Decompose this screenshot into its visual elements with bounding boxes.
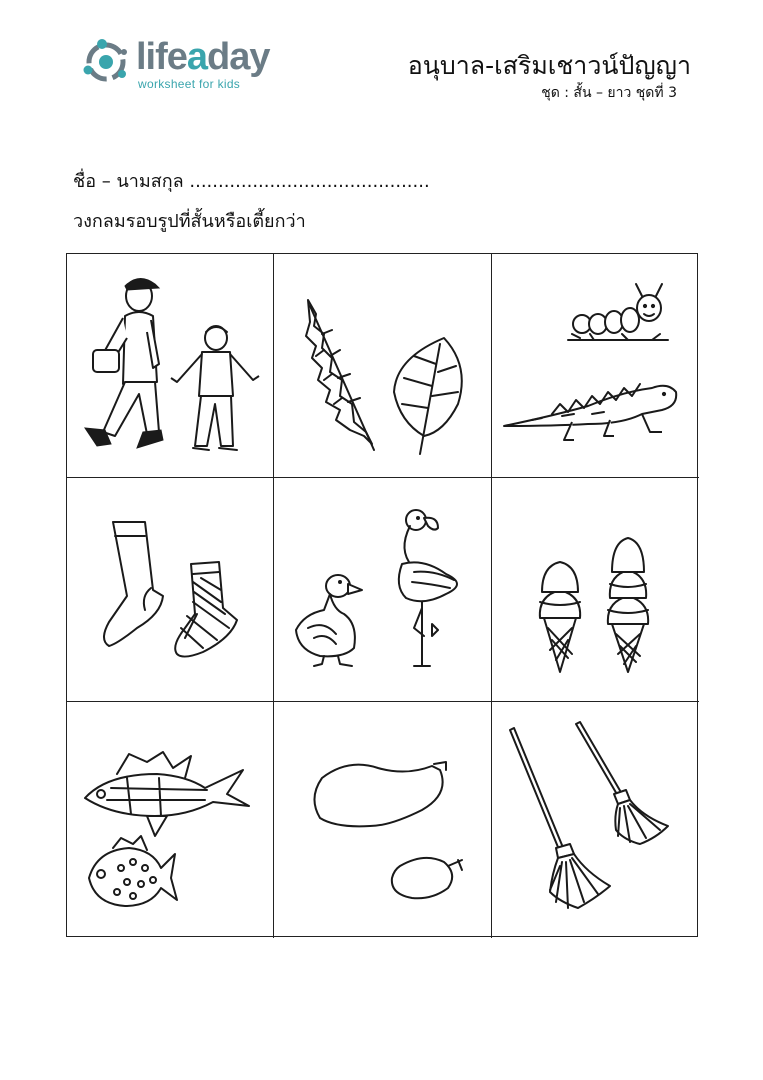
picture-grid (66, 253, 698, 937)
short-boy[interactable] (171, 326, 259, 450)
cell-leaves (274, 254, 492, 478)
long-leaf[interactable] (306, 300, 374, 450)
cell-socks (67, 478, 274, 702)
papaya[interactable] (314, 762, 446, 826)
two-scoop-cone[interactable] (540, 562, 580, 672)
tall-man[interactable] (85, 278, 163, 448)
short-striped-sock[interactable] (175, 562, 237, 657)
cell-fish (67, 702, 274, 938)
iguana[interactable] (504, 384, 676, 440)
cell-man-and-boy (67, 254, 274, 478)
caterpillar[interactable] (568, 284, 668, 340)
molecule-icon (82, 38, 134, 90)
cell-brooms (492, 702, 699, 938)
three-scoop-cone[interactable] (608, 538, 648, 672)
cell-caterpillar-and-iguana (492, 254, 699, 478)
duck[interactable] (296, 575, 362, 666)
short-leaf[interactable] (394, 338, 462, 454)
cell-ice-creams (492, 478, 699, 702)
flamingo[interactable] (399, 510, 457, 666)
mango[interactable] (392, 858, 462, 898)
short-broom[interactable] (576, 722, 668, 844)
long-fish[interactable] (85, 752, 249, 836)
worksheet-title: อนุบาล-เสริมเชาวน์ปัญญา (407, 51, 691, 80)
logo-tagline: worksheet for kids (138, 77, 241, 91)
worksheet-subtitle: ชุด : สั้น – ยาว ชุดที่ 3 (541, 85, 677, 101)
long-sock[interactable] (104, 522, 163, 646)
instruction-text: วงกลมรอบรูปที่สั้นหรือเตี้ยกว่า (73, 211, 306, 232)
lifeaday-logo (82, 38, 282, 98)
name-field-line[interactable]: ชื่อ – นามสกุล .......................................... (73, 171, 430, 192)
cell-papaya-and-mango (274, 702, 492, 938)
round-fish[interactable] (89, 836, 177, 906)
cell-duck-and-flamingo (274, 478, 492, 702)
logo-wordmark: lifeaday (136, 36, 270, 78)
